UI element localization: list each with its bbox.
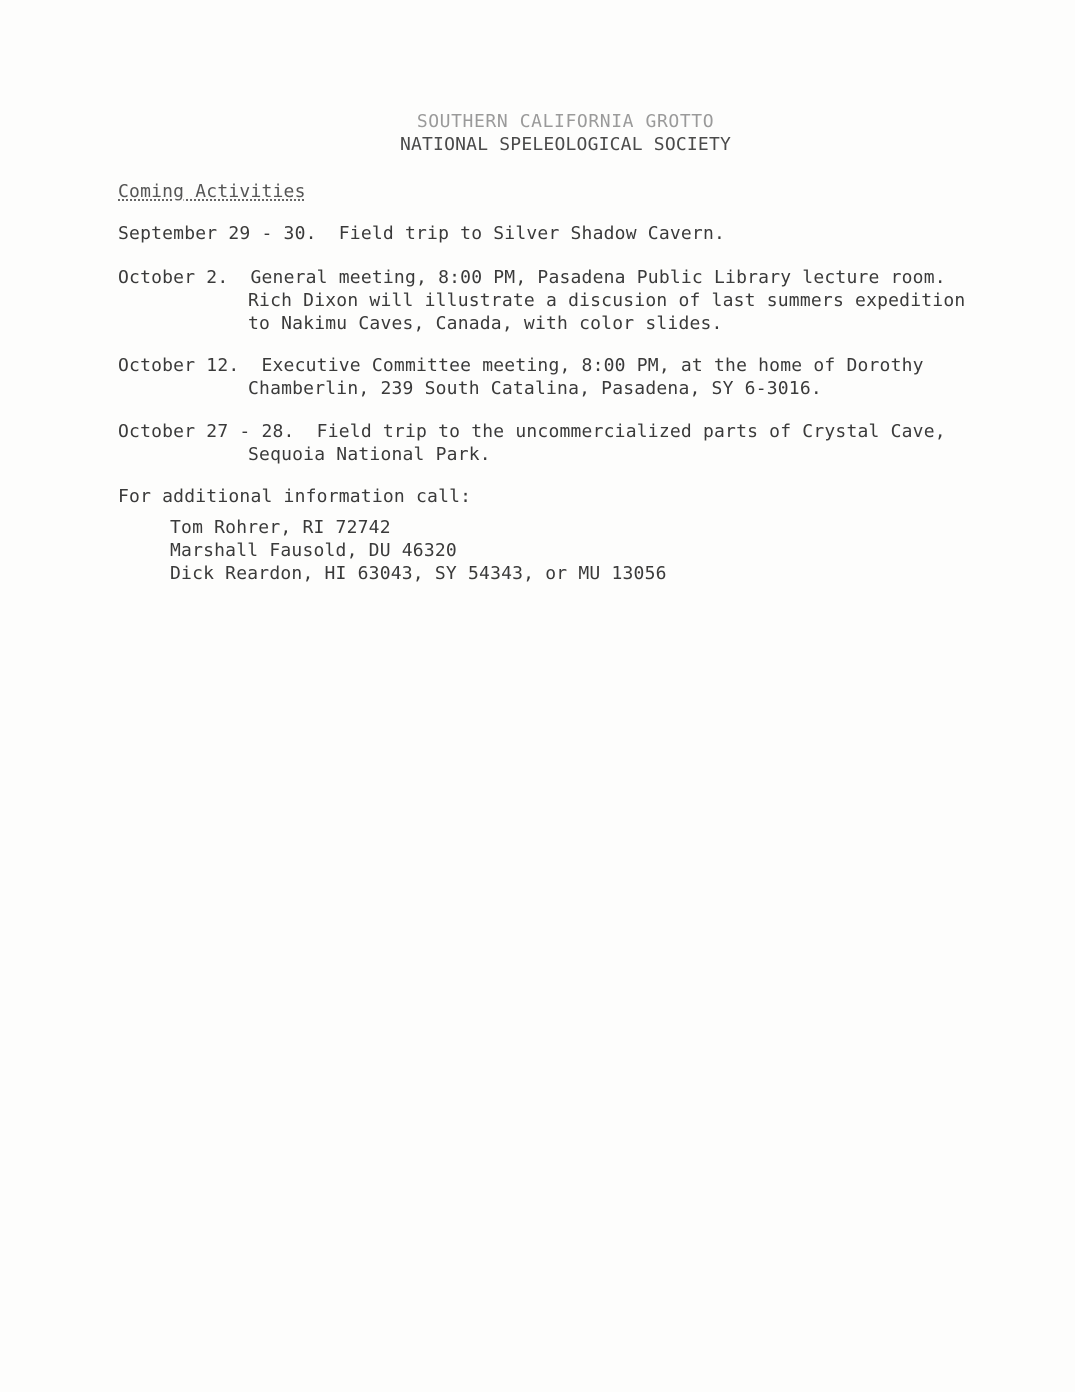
activity-description-continued: Sequoia National Park. — [248, 444, 491, 465]
activity-description-continued: to Nakimu Caves, Canada, with color slides. — [248, 313, 723, 334]
contact-list — [170, 516, 667, 585]
document-header — [0, 110, 1075, 156]
activity-entry — [118, 266, 978, 335]
activity-date: September 29 - 30. — [118, 223, 317, 244]
contact-item: Tom Rohrer, RI 72742 — [170, 517, 391, 538]
activity-description-continued: Rich Dixon will illustrate a discusion of last summers expedition — [248, 290, 966, 311]
activity-date: October 2. — [118, 267, 229, 288]
activity-entry — [118, 222, 978, 245]
contact-item: Marshall Fausold, DU 46320 — [170, 540, 457, 561]
activity-entry — [118, 354, 978, 400]
contacts-intro: For additional information call: — [118, 486, 472, 507]
activity-date: October 27 - 28. — [118, 421, 295, 442]
activity-description: Executive Committee meeting, 8:00 PM, at the home of Dorothy — [261, 355, 924, 376]
activity-date: October 12. — [118, 355, 240, 376]
activity-description: Field trip to the uncommercialized parts of Crystal Cave, — [316, 421, 946, 442]
activity-entry — [118, 420, 978, 466]
section-title: Coming Activities — [118, 181, 306, 202]
activity-description-continued: Chamberlin, 239 South Catalina, Pasadena, SY 6-3016. — [248, 378, 822, 399]
activity-description: Field trip to Silver Shadow Cavern. — [338, 223, 726, 244]
header-society: NATIONAL SPELEOLOGICAL SOCIETY — [399, 134, 732, 155]
activity-description: General meeting, 8:00 PM, Pasadena Public Library lecture room. — [250, 267, 946, 288]
contact-item: Dick Reardon, HI 63043, SY 54343, or MU 13056 — [170, 563, 667, 584]
header-organization: SOUTHERN CALIFORNIA GROTTO — [416, 111, 715, 132]
